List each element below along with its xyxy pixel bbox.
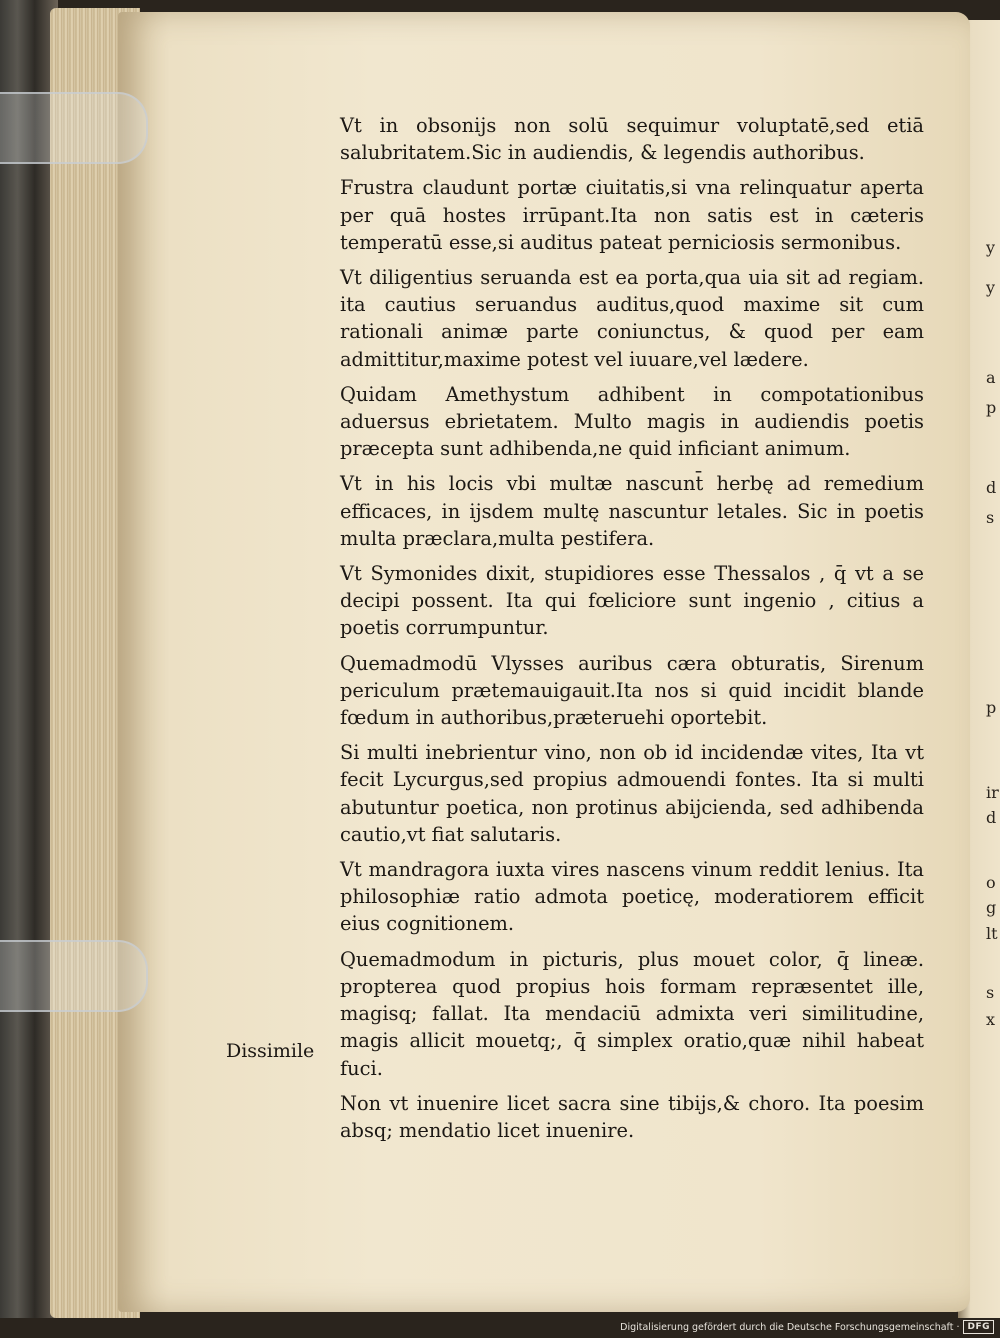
facing-letter: x — [986, 1010, 996, 1029]
paragraph: Vt in his locis vbi multæ nascunt̄ herbę ad remedium efficaces, in ijsdem multę nascuntur letales. Sic in poetis multa præclara,multa pestifera. — [340, 472, 924, 550]
paragraph: Non vt inuenire licet sacra sine tibijs,& choro. Ita poesim absq; mendatio licet inuenire. — [340, 1091, 924, 1142]
facing-letter: p — [986, 398, 997, 417]
page-clip — [0, 940, 148, 1012]
facing-letter: y — [986, 278, 996, 297]
paragraph: Vt in obsonijs non solū sequimur voluptatē,sed etiā salubritatem.Sic in audiendis, & legendis authoribus. — [340, 114, 924, 165]
facing-letter: o — [986, 873, 996, 892]
facing-letter: s — [986, 508, 995, 527]
paragraph: Frustra claudunt portæ ciuitatis,si vna relinquatur aperta per quā hostes irrūpant.Ita non satis est in cæteris temperatū esse,si auditus pateat perniciosis sermonibus. — [340, 176, 924, 254]
marginal-note: Dissimile — [226, 1040, 315, 1062]
paragraph: Vt diligentius seruanda est ea porta,qua uia sit ad regiam. ita cautius seruandus auditus,quod maxime sit cum rationali animæ parte coniunctus, & quod per eam admittitur,maxime potest vel iuuare,vel lædere. — [340, 266, 924, 371]
paragraph: Quemadmodum in picturis, plus mouet color, q̄ lineæ. propterea quod propius hois formam repræsentet ille, magisq; fallat. Ita mendaciū admixta veri similitudine, magis allicit mouetq;, q̄ simplex oratio,quæ nihil habeat fuci. — [340, 947, 924, 1080]
facing-letter: y — [986, 238, 996, 257]
paragraph: Vt Symonides dixit, stupidiores esse Thessalos , q̄ vt a se decipi possent. Ita qui fœliciore sunt ingenio , citius a poetis corrumpuntur. — [340, 562, 924, 640]
facing-letter: p — [986, 698, 997, 717]
footer-text: Digitalisierung gefördert durch die Deutsche Forschungsgemeinschaft · — [620, 1321, 960, 1333]
page-text — [340, 112, 924, 1152]
facing-letter: g — [986, 898, 997, 917]
facing-letter: s — [986, 983, 995, 1002]
digitization-footer — [620, 1320, 994, 1334]
paragraph: Quemadmodū Vlysses auribus cæra obturatis, Sirenum periculum prætemauigauit.Ita nos si quid incidit blande fœdum in authoribus,præteruehi oportebit. — [340, 651, 924, 730]
page-clip — [0, 92, 148, 164]
paragraph: Si multi inebrientur vino, non ob id incidendæ vites, Ita vt fecit Lycurgus,sed propius admouendi fontes. Ita si multi abutuntur poetica, non protinus abijcienda, sed adhibenda cautio,vt fiat salutaris. — [340, 741, 924, 846]
paragraph: Vt mandragora iuxta vires nascens vinum reddit lenius. Ita philosophiæ ratio admota poeticę, moderatiorem efficit eius cognitionem. — [340, 858, 924, 936]
facing-letter: ir — [986, 783, 999, 802]
facing-letter: lt — [986, 924, 998, 943]
facing-letter: a — [986, 368, 996, 387]
dfg-logo: DFG — [963, 1320, 994, 1334]
facing-letter: d — [986, 478, 997, 497]
facing-letter: d — [986, 808, 997, 827]
paragraph: Quidam Amethystum adhibent in compotationibus aduersus ebrietatem. Multo magis in audiendis poetis præcepta sunt adhibenda,ne quid inficiant animum. — [340, 382, 924, 461]
